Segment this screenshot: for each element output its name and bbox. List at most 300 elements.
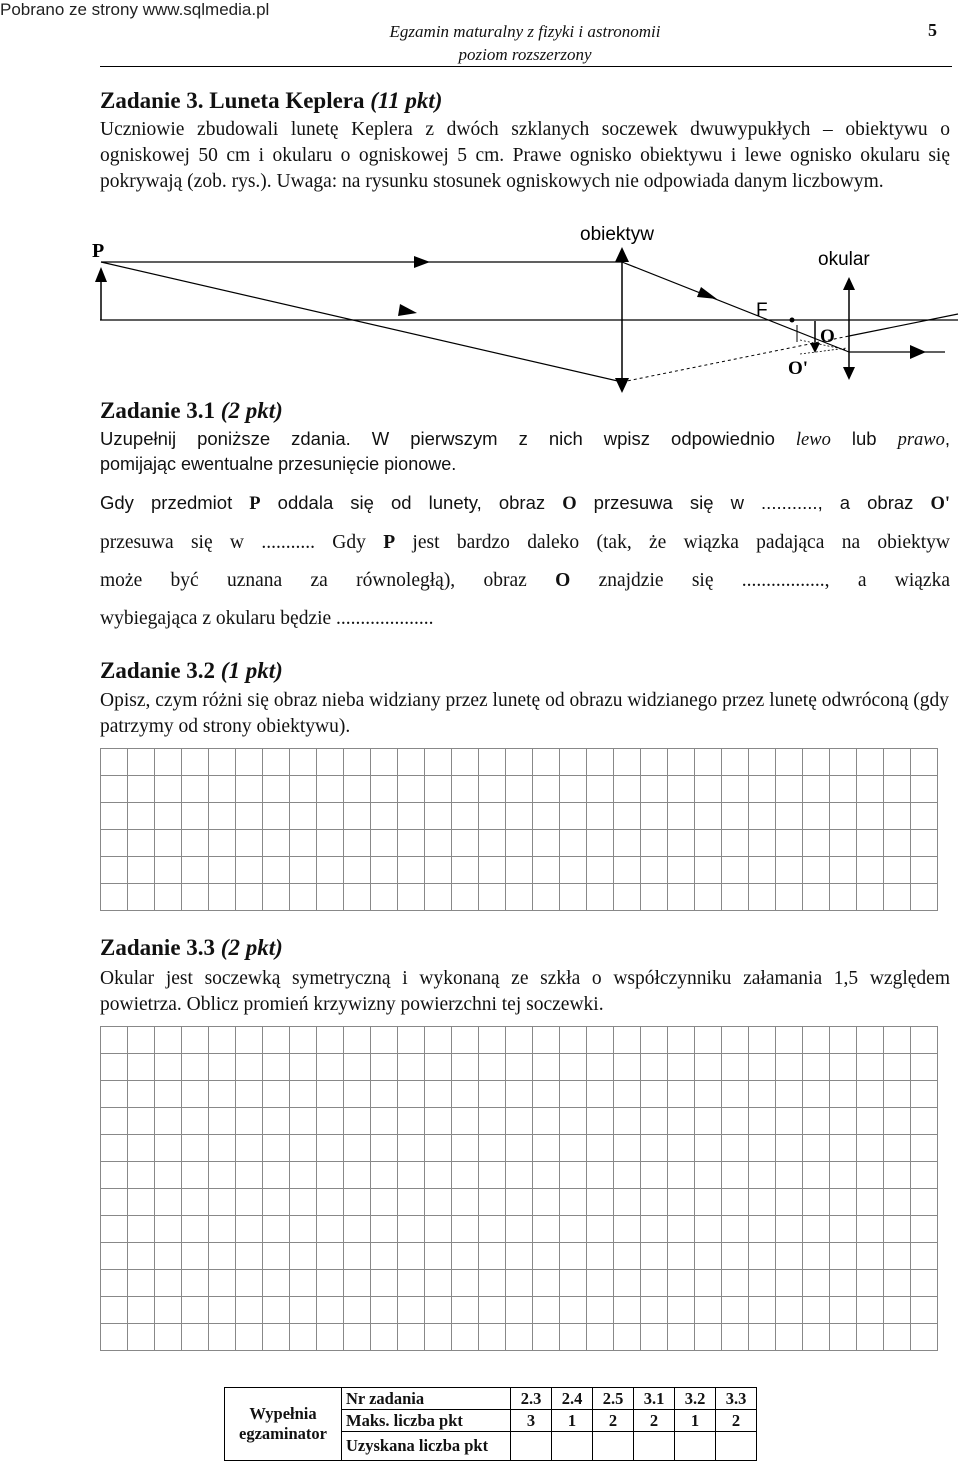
grid-cell[interactable] bbox=[182, 749, 209, 776]
grid-cell[interactable] bbox=[641, 830, 668, 857]
grid-cell[interactable] bbox=[884, 1162, 911, 1189]
grid-cell[interactable] bbox=[533, 1297, 560, 1324]
grid-cell[interactable] bbox=[749, 1243, 776, 1270]
grid-cell[interactable] bbox=[830, 884, 857, 911]
grid-cell[interactable] bbox=[857, 1216, 884, 1243]
grid-cell[interactable] bbox=[290, 1297, 317, 1324]
grid-cell[interactable] bbox=[533, 1027, 560, 1054]
grid-cell[interactable] bbox=[290, 1270, 317, 1297]
grid-cell[interactable] bbox=[263, 1243, 290, 1270]
grid-cell[interactable] bbox=[722, 1297, 749, 1324]
grid-cell[interactable] bbox=[830, 749, 857, 776]
grid-cell[interactable] bbox=[587, 1054, 614, 1081]
grid-cell[interactable] bbox=[857, 1081, 884, 1108]
grid-cell[interactable] bbox=[155, 884, 182, 911]
grid-cell[interactable] bbox=[236, 776, 263, 803]
grid-cell[interactable] bbox=[344, 1081, 371, 1108]
grid-cell[interactable] bbox=[290, 1027, 317, 1054]
grid-cell[interactable] bbox=[614, 1243, 641, 1270]
grid-cell[interactable] bbox=[533, 1216, 560, 1243]
grid-cell[interactable] bbox=[560, 884, 587, 911]
grid-cell[interactable] bbox=[236, 1027, 263, 1054]
grid-cell[interactable] bbox=[830, 1297, 857, 1324]
grid-cell[interactable] bbox=[263, 884, 290, 911]
grid-cell[interactable] bbox=[749, 1135, 776, 1162]
grid-cell[interactable] bbox=[479, 1243, 506, 1270]
grid-cell[interactable] bbox=[182, 1216, 209, 1243]
grid-cell[interactable] bbox=[290, 776, 317, 803]
grid-cell[interactable] bbox=[101, 884, 128, 911]
grid-cell[interactable] bbox=[128, 1189, 155, 1216]
grid-cell[interactable] bbox=[749, 1270, 776, 1297]
grid-cell[interactable] bbox=[695, 1135, 722, 1162]
grid-cell[interactable] bbox=[560, 1054, 587, 1081]
grid-cell[interactable] bbox=[209, 1243, 236, 1270]
grid-cell[interactable] bbox=[479, 1189, 506, 1216]
grid-cell[interactable] bbox=[425, 1081, 452, 1108]
grid-cell[interactable] bbox=[155, 857, 182, 884]
grid-cell[interactable] bbox=[398, 776, 425, 803]
grid-cell[interactable] bbox=[911, 1324, 938, 1351]
grid-cell[interactable] bbox=[803, 1135, 830, 1162]
grid-cell[interactable] bbox=[722, 1054, 749, 1081]
grid-cell[interactable] bbox=[479, 1270, 506, 1297]
grid-cell[interactable] bbox=[641, 1243, 668, 1270]
earned-points-cell[interactable] bbox=[675, 1432, 716, 1461]
grid-cell[interactable] bbox=[155, 1027, 182, 1054]
grid-cell[interactable] bbox=[668, 1081, 695, 1108]
grid-cell[interactable] bbox=[614, 1270, 641, 1297]
grid-cell[interactable] bbox=[317, 1324, 344, 1351]
grid-cell[interactable] bbox=[560, 1270, 587, 1297]
grid-cell[interactable] bbox=[398, 1324, 425, 1351]
grid-cell[interactable] bbox=[668, 1135, 695, 1162]
grid-cell[interactable] bbox=[695, 830, 722, 857]
grid-cell[interactable] bbox=[236, 1324, 263, 1351]
grid-cell[interactable] bbox=[236, 1108, 263, 1135]
grid-cell[interactable] bbox=[344, 749, 371, 776]
grid-cell[interactable] bbox=[506, 884, 533, 911]
grid-cell[interactable] bbox=[452, 1216, 479, 1243]
grid-cell[interactable] bbox=[560, 1081, 587, 1108]
grid-cell[interactable] bbox=[533, 1081, 560, 1108]
grid-cell[interactable] bbox=[182, 1297, 209, 1324]
grid-cell[interactable] bbox=[317, 1216, 344, 1243]
grid-cell[interactable] bbox=[695, 1081, 722, 1108]
grid-cell[interactable] bbox=[182, 1324, 209, 1351]
grid-cell[interactable] bbox=[398, 1108, 425, 1135]
grid-cell[interactable] bbox=[587, 884, 614, 911]
grid-cell[interactable] bbox=[587, 1081, 614, 1108]
grid-cell[interactable] bbox=[425, 1324, 452, 1351]
grid-cell[interactable] bbox=[101, 776, 128, 803]
grid-cell[interactable] bbox=[884, 830, 911, 857]
grid-cell[interactable] bbox=[695, 1108, 722, 1135]
grid-cell[interactable] bbox=[695, 1189, 722, 1216]
grid-cell[interactable] bbox=[263, 1270, 290, 1297]
grid-cell[interactable] bbox=[533, 1243, 560, 1270]
grid-cell[interactable] bbox=[425, 1054, 452, 1081]
grid-cell[interactable] bbox=[641, 749, 668, 776]
grid-cell[interactable] bbox=[587, 749, 614, 776]
grid-cell[interactable] bbox=[884, 1027, 911, 1054]
grid-cell[interactable] bbox=[263, 1324, 290, 1351]
grid-cell[interactable] bbox=[209, 1135, 236, 1162]
grid-cell[interactable] bbox=[776, 1162, 803, 1189]
grid-cell[interactable] bbox=[857, 884, 884, 911]
grid-cell[interactable] bbox=[641, 1054, 668, 1081]
grid-cell[interactable] bbox=[371, 749, 398, 776]
grid-cell[interactable] bbox=[371, 1108, 398, 1135]
grid-cell[interactable] bbox=[749, 1108, 776, 1135]
grid-cell[interactable] bbox=[452, 1162, 479, 1189]
grid-cell[interactable] bbox=[290, 830, 317, 857]
grid-cell[interactable] bbox=[533, 776, 560, 803]
grid-cell[interactable] bbox=[479, 1162, 506, 1189]
grid-cell[interactable] bbox=[506, 1270, 533, 1297]
grid-cell[interactable] bbox=[263, 1027, 290, 1054]
grid-cell[interactable] bbox=[290, 1189, 317, 1216]
grid-cell[interactable] bbox=[371, 857, 398, 884]
grid-cell[interactable] bbox=[884, 1297, 911, 1324]
grid-cell[interactable] bbox=[641, 1081, 668, 1108]
grid-cell[interactable] bbox=[857, 1162, 884, 1189]
grid-cell[interactable] bbox=[479, 1324, 506, 1351]
grid-cell[interactable] bbox=[101, 1324, 128, 1351]
grid-cell[interactable] bbox=[101, 1027, 128, 1054]
grid-cell[interactable] bbox=[668, 1243, 695, 1270]
grid-cell[interactable] bbox=[830, 1027, 857, 1054]
grid-cell[interactable] bbox=[290, 1162, 317, 1189]
grid-cell[interactable] bbox=[236, 884, 263, 911]
grid-cell[interactable] bbox=[479, 1297, 506, 1324]
grid-cell[interactable] bbox=[911, 830, 938, 857]
grid-cell[interactable] bbox=[398, 1270, 425, 1297]
grid-cell[interactable] bbox=[425, 1216, 452, 1243]
grid-cell[interactable] bbox=[209, 776, 236, 803]
grid-cell[interactable] bbox=[722, 1081, 749, 1108]
grid-cell[interactable] bbox=[128, 1297, 155, 1324]
grid-cell[interactable] bbox=[182, 1108, 209, 1135]
grid-cell[interactable] bbox=[155, 1054, 182, 1081]
grid-cell[interactable] bbox=[803, 1297, 830, 1324]
grid-cell[interactable] bbox=[614, 1324, 641, 1351]
grid-cell[interactable] bbox=[560, 1162, 587, 1189]
grid-cell[interactable] bbox=[236, 1054, 263, 1081]
grid-cell[interactable] bbox=[911, 1027, 938, 1054]
grid-cell[interactable] bbox=[776, 1054, 803, 1081]
grid-cell[interactable] bbox=[344, 1135, 371, 1162]
grid-cell[interactable] bbox=[884, 884, 911, 911]
grid-cell[interactable] bbox=[506, 749, 533, 776]
grid-cell[interactable] bbox=[371, 884, 398, 911]
grid-cell[interactable] bbox=[479, 749, 506, 776]
grid-cell[interactable] bbox=[209, 830, 236, 857]
grid-cell[interactable] bbox=[317, 803, 344, 830]
grid-cell[interactable] bbox=[155, 830, 182, 857]
grid-cell[interactable] bbox=[182, 803, 209, 830]
grid-cell[interactable] bbox=[371, 1189, 398, 1216]
grid-cell[interactable] bbox=[155, 1216, 182, 1243]
grid-cell[interactable] bbox=[209, 1054, 236, 1081]
grid-cell[interactable] bbox=[614, 1189, 641, 1216]
grid-cell[interactable] bbox=[452, 776, 479, 803]
grid-cell[interactable] bbox=[209, 1108, 236, 1135]
grid-cell[interactable] bbox=[452, 1108, 479, 1135]
grid-cell[interactable] bbox=[398, 1243, 425, 1270]
grid-cell[interactable] bbox=[290, 749, 317, 776]
grid-cell[interactable] bbox=[803, 830, 830, 857]
grid-cell[interactable] bbox=[911, 1270, 938, 1297]
grid-cell[interactable] bbox=[749, 1216, 776, 1243]
grid-cell[interactable] bbox=[749, 1162, 776, 1189]
earned-points-cell[interactable] bbox=[552, 1432, 593, 1461]
grid-cell[interactable] bbox=[803, 1054, 830, 1081]
grid-cell[interactable] bbox=[668, 1108, 695, 1135]
grid-cell[interactable] bbox=[371, 1027, 398, 1054]
grid-cell[interactable] bbox=[398, 803, 425, 830]
grid-cell[interactable] bbox=[776, 803, 803, 830]
grid-cell[interactable] bbox=[560, 776, 587, 803]
grid-cell[interactable] bbox=[263, 1189, 290, 1216]
grid-cell[interactable] bbox=[506, 1297, 533, 1324]
grid-cell[interactable] bbox=[479, 1054, 506, 1081]
grid-cell[interactable] bbox=[506, 830, 533, 857]
grid-cell[interactable] bbox=[830, 776, 857, 803]
grid-cell[interactable] bbox=[722, 1027, 749, 1054]
grid-cell[interactable] bbox=[371, 1081, 398, 1108]
grid-cell[interactable] bbox=[452, 1270, 479, 1297]
grid-cell[interactable] bbox=[452, 830, 479, 857]
grid-cell[interactable] bbox=[749, 803, 776, 830]
grid-cell[interactable] bbox=[344, 1216, 371, 1243]
grid-cell[interactable] bbox=[317, 857, 344, 884]
grid-cell[interactable] bbox=[857, 1324, 884, 1351]
grid-cell[interactable] bbox=[317, 1054, 344, 1081]
grid-cell[interactable] bbox=[668, 1162, 695, 1189]
grid-cell[interactable] bbox=[425, 749, 452, 776]
earned-points-cell[interactable] bbox=[593, 1432, 634, 1461]
grid-cell[interactable] bbox=[776, 1027, 803, 1054]
grid-cell[interactable] bbox=[398, 1189, 425, 1216]
grid-cell[interactable] bbox=[155, 1081, 182, 1108]
grid-cell[interactable] bbox=[155, 1297, 182, 1324]
grid-cell[interactable] bbox=[155, 1270, 182, 1297]
grid-cell[interactable] bbox=[749, 1297, 776, 1324]
grid-cell[interactable] bbox=[182, 776, 209, 803]
grid-cell[interactable] bbox=[101, 803, 128, 830]
answer-grid-3-2[interactable] bbox=[100, 748, 938, 911]
grid-cell[interactable] bbox=[182, 1081, 209, 1108]
grid-cell[interactable] bbox=[479, 857, 506, 884]
grid-cell[interactable] bbox=[398, 1027, 425, 1054]
grid-cell[interactable] bbox=[911, 1081, 938, 1108]
grid-cell[interactable] bbox=[344, 1324, 371, 1351]
grid-cell[interactable] bbox=[695, 1054, 722, 1081]
grid-cell[interactable] bbox=[641, 1108, 668, 1135]
grid-cell[interactable] bbox=[317, 1297, 344, 1324]
grid-cell[interactable] bbox=[209, 803, 236, 830]
grid-cell[interactable] bbox=[776, 1297, 803, 1324]
grid-cell[interactable] bbox=[533, 830, 560, 857]
grid-cell[interactable] bbox=[182, 884, 209, 911]
grid-cell[interactable] bbox=[911, 1216, 938, 1243]
grid-cell[interactable] bbox=[857, 1054, 884, 1081]
grid-cell[interactable] bbox=[425, 1108, 452, 1135]
grid-cell[interactable] bbox=[533, 1135, 560, 1162]
grid-cell[interactable] bbox=[749, 1054, 776, 1081]
grid-cell[interactable] bbox=[101, 1243, 128, 1270]
grid-cell[interactable] bbox=[803, 1243, 830, 1270]
grid-cell[interactable] bbox=[344, 884, 371, 911]
grid-cell[interactable] bbox=[749, 1081, 776, 1108]
grid-cell[interactable] bbox=[884, 1324, 911, 1351]
grid-cell[interactable] bbox=[101, 1135, 128, 1162]
grid-cell[interactable] bbox=[803, 857, 830, 884]
grid-cell[interactable] bbox=[263, 1108, 290, 1135]
grid-cell[interactable] bbox=[209, 1270, 236, 1297]
grid-cell[interactable] bbox=[155, 1162, 182, 1189]
grid-cell[interactable] bbox=[101, 857, 128, 884]
grid-cell[interactable] bbox=[452, 1027, 479, 1054]
grid-cell[interactable] bbox=[452, 1081, 479, 1108]
grid-cell[interactable] bbox=[263, 749, 290, 776]
grid-cell[interactable] bbox=[830, 1162, 857, 1189]
grid-cell[interactable] bbox=[668, 1027, 695, 1054]
grid-cell[interactable] bbox=[155, 1108, 182, 1135]
grid-cell[interactable] bbox=[479, 884, 506, 911]
grid-cell[interactable] bbox=[614, 1162, 641, 1189]
grid-cell[interactable] bbox=[371, 1270, 398, 1297]
grid-cell[interactable] bbox=[560, 1108, 587, 1135]
grid-cell[interactable] bbox=[236, 857, 263, 884]
grid-cell[interactable] bbox=[209, 1297, 236, 1324]
grid-cell[interactable] bbox=[506, 803, 533, 830]
grid-cell[interactable] bbox=[587, 803, 614, 830]
grid-cell[interactable] bbox=[101, 1108, 128, 1135]
grid-cell[interactable] bbox=[398, 1054, 425, 1081]
grid-cell[interactable] bbox=[452, 1189, 479, 1216]
grid-cell[interactable] bbox=[641, 1297, 668, 1324]
grid-cell[interactable] bbox=[344, 1270, 371, 1297]
grid-cell[interactable] bbox=[128, 884, 155, 911]
grid-cell[interactable] bbox=[803, 776, 830, 803]
grid-cell[interactable] bbox=[317, 1189, 344, 1216]
grid-cell[interactable] bbox=[695, 1216, 722, 1243]
grid-cell[interactable] bbox=[884, 1081, 911, 1108]
grid-cell[interactable] bbox=[263, 803, 290, 830]
grid-cell[interactable] bbox=[830, 1108, 857, 1135]
grid-cell[interactable] bbox=[317, 1081, 344, 1108]
grid-cell[interactable] bbox=[479, 1027, 506, 1054]
grid-cell[interactable] bbox=[884, 1243, 911, 1270]
grid-cell[interactable] bbox=[506, 1135, 533, 1162]
grid-cell[interactable] bbox=[101, 1162, 128, 1189]
grid-cell[interactable] bbox=[425, 776, 452, 803]
grid-cell[interactable] bbox=[560, 1216, 587, 1243]
grid-cell[interactable] bbox=[452, 749, 479, 776]
grid-cell[interactable] bbox=[668, 1297, 695, 1324]
grid-cell[interactable] bbox=[398, 749, 425, 776]
grid-cell[interactable] bbox=[236, 1270, 263, 1297]
grid-cell[interactable] bbox=[830, 1270, 857, 1297]
grid-cell[interactable] bbox=[236, 803, 263, 830]
grid-cell[interactable] bbox=[857, 857, 884, 884]
grid-cell[interactable] bbox=[533, 1189, 560, 1216]
grid-cell[interactable] bbox=[749, 884, 776, 911]
grid-cell[interactable] bbox=[776, 1243, 803, 1270]
grid-cell[interactable] bbox=[290, 1324, 317, 1351]
grid-cell[interactable] bbox=[182, 830, 209, 857]
grid-cell[interactable] bbox=[641, 1135, 668, 1162]
grid-cell[interactable] bbox=[371, 1324, 398, 1351]
grid-cell[interactable] bbox=[776, 1081, 803, 1108]
grid-cell[interactable] bbox=[101, 1216, 128, 1243]
grid-cell[interactable] bbox=[155, 803, 182, 830]
grid-cell[interactable] bbox=[452, 1243, 479, 1270]
grid-cell[interactable] bbox=[857, 749, 884, 776]
grid-cell[interactable] bbox=[290, 1081, 317, 1108]
grid-cell[interactable] bbox=[155, 776, 182, 803]
grid-cell[interactable] bbox=[722, 776, 749, 803]
grid-cell[interactable] bbox=[101, 1270, 128, 1297]
grid-cell[interactable] bbox=[344, 830, 371, 857]
grid-cell[interactable] bbox=[506, 1189, 533, 1216]
grid-cell[interactable] bbox=[425, 1027, 452, 1054]
grid-cell[interactable] bbox=[128, 1324, 155, 1351]
grid-cell[interactable] bbox=[398, 1135, 425, 1162]
grid-cell[interactable] bbox=[236, 1243, 263, 1270]
grid-cell[interactable] bbox=[668, 830, 695, 857]
grid-cell[interactable] bbox=[587, 1108, 614, 1135]
grid-cell[interactable] bbox=[398, 857, 425, 884]
grid-cell[interactable] bbox=[155, 1189, 182, 1216]
grid-cell[interactable] bbox=[209, 1189, 236, 1216]
grid-cell[interactable] bbox=[344, 1027, 371, 1054]
grid-cell[interactable] bbox=[344, 803, 371, 830]
grid-cell[interactable] bbox=[776, 749, 803, 776]
grid-cell[interactable] bbox=[776, 1270, 803, 1297]
grid-cell[interactable] bbox=[830, 1216, 857, 1243]
grid-cell[interactable] bbox=[452, 1135, 479, 1162]
grid-cell[interactable] bbox=[155, 1324, 182, 1351]
grid-cell[interactable] bbox=[695, 1297, 722, 1324]
grid-cell[interactable] bbox=[695, 1027, 722, 1054]
grid-cell[interactable] bbox=[371, 1135, 398, 1162]
grid-cell[interactable] bbox=[911, 776, 938, 803]
grid-cell[interactable] bbox=[695, 884, 722, 911]
grid-cell[interactable] bbox=[479, 776, 506, 803]
grid-cell[interactable] bbox=[155, 749, 182, 776]
grid-cell[interactable] bbox=[479, 1108, 506, 1135]
grid-cell[interactable] bbox=[398, 1081, 425, 1108]
grid-cell[interactable] bbox=[560, 857, 587, 884]
grid-cell[interactable] bbox=[155, 1243, 182, 1270]
grid-cell[interactable] bbox=[263, 776, 290, 803]
grid-cell[interactable] bbox=[749, 1324, 776, 1351]
grid-cell[interactable] bbox=[317, 1243, 344, 1270]
grid-cell[interactable] bbox=[290, 884, 317, 911]
grid-cell[interactable] bbox=[587, 1162, 614, 1189]
grid-cell[interactable] bbox=[425, 1162, 452, 1189]
grid-cell[interactable] bbox=[533, 1270, 560, 1297]
grid-cell[interactable] bbox=[290, 803, 317, 830]
grid-cell[interactable] bbox=[803, 1189, 830, 1216]
grid-cell[interactable] bbox=[533, 1054, 560, 1081]
grid-cell[interactable] bbox=[128, 1270, 155, 1297]
grid-cell[interactable] bbox=[749, 830, 776, 857]
grid-cell[interactable] bbox=[128, 1054, 155, 1081]
